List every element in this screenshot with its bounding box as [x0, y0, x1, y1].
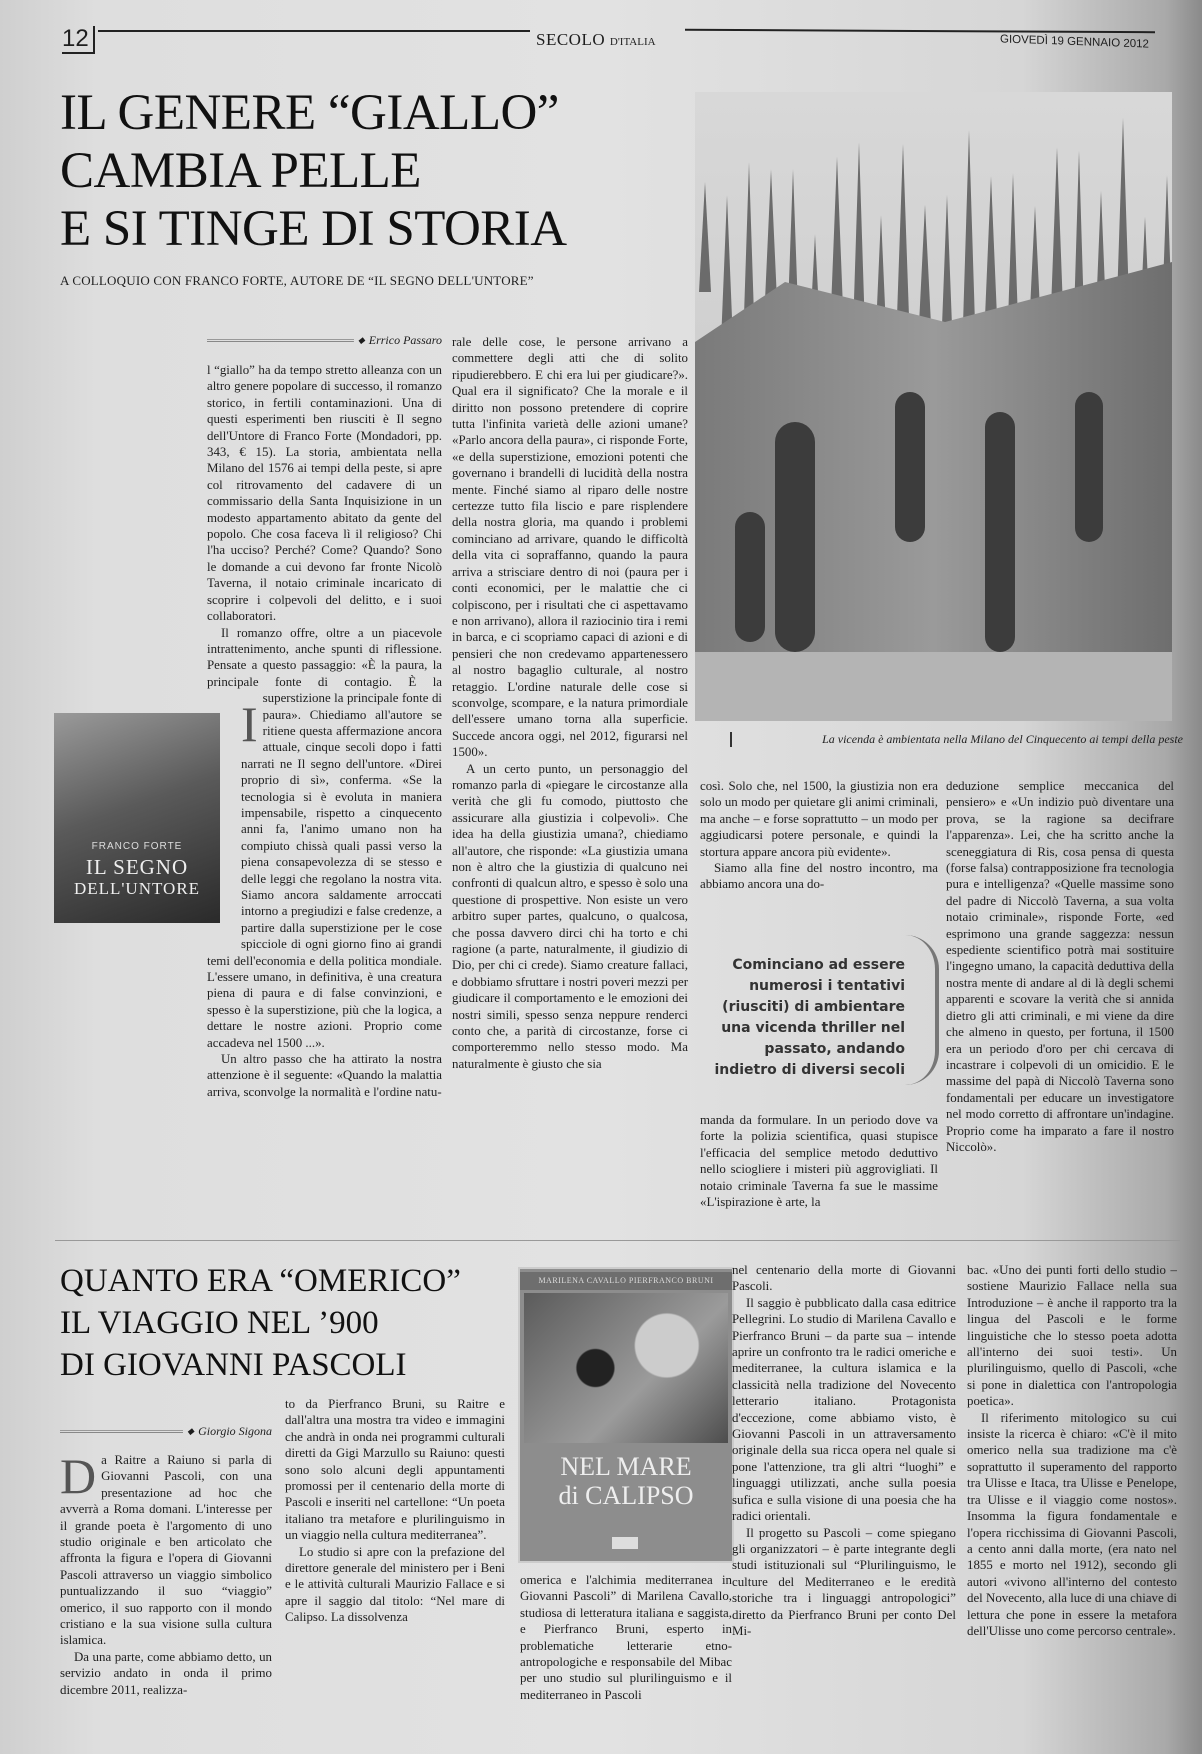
- paragraph: Il progetto su Pascoli – come spiegano gli organizzatori – è parte integrante degli studi istituzionali sul “Plurilinguismo, le culture del Mediterraneo e le eredità storiche tra i linguaggi antropologici” diretto da Pierfranco Bruni per conto Del Mi-: [732, 1525, 956, 1638]
- paragraph: Il riferimento mitologico su cui insiste la ricerca è chiaro: «C'è il mito omerico nella sua tradizione ma c'è soprattutto il superamento del rapporto tra Ulisse e Itaca, tra Ulisse e Penelope, tra Ulisse e il viaggio come nostos». Insomma la figura fondamentale e l'opera ricchissima di Giovanni Pascoli, a cento anni dalla morte, (era nato nel 1855 e morto nel 1912), secondo gli autori «vivono all'interno del contesto del Novecento, alla luce di una chiave di lettura che pone in essere la metafora dell'Ulisse uno come percorso centrale».: [967, 1410, 1177, 1638]
- pull-quote: Cominciano ad essere numerosi i tentativi (riusciti) di ambientare una vicenda thriller nel passato, andando indietro di diversi secoli: [714, 957, 905, 1078]
- publisher-logo-icon: [612, 1537, 638, 1549]
- book-title: di CALIPSO: [558, 1481, 694, 1510]
- book-cover-art: [524, 1293, 728, 1443]
- issue-date: GIOVEDÌ 19 GENNAIO 2012: [1000, 33, 1149, 51]
- article1-column-2: [452, 334, 688, 1230]
- paragraph: Da una parte, come abbiamo detto, un servizio andato in onda il primo dicembre 2011, realizza-: [60, 1649, 272, 1697]
- book-cover-il-segno-dell-untore: [54, 713, 220, 923]
- paragraph: Siamo alla fine del nostro incontro, ma abbiamo ancora una do-: [700, 861, 938, 892]
- article1-column-1: [207, 362, 442, 1230]
- paragraph: omerica e l'alchimia mediterranea in Giovanni Pascoli” di Marilena Cavallo, studiosa di letteratura italiana e saggista, e Pierfranco Bruni, esperto in problematiche letterarie etno-antropologiche e responsabile del Mibac per uno studio sul plurilinguismo e il mediterraneo in Pascoli: [520, 1573, 732, 1702]
- paragraph: Il saggio è pubblicato dalla casa editrice Pellegrini. Lo studio di Marilena Cavallo e Pierfranco Bruni – da parte sua – intende aprire un confronto tra le radici omeriche e mediterranee, la cultura islamica e la classicità nella tradizione del Novecento letterario italiano. Protagonista d'eccezione, come abbiamo visto, è Giovanni Pascoli in un attraversamento originale della sua ricca opera nel quale si pone l'attenzione, tra gli altri “luoghi” e linguaggi utilizzati, anche sulla poesia sufica e sulla visione di una poesia che ha radici orientali.: [732, 1295, 956, 1524]
- article2-column-4: [967, 1262, 1177, 1742]
- book-cover-nel-mare-di-calipso: [518, 1267, 734, 1563]
- book-title: DELL'UNTORE: [73, 879, 201, 898]
- drop-cap: D: [60, 1452, 97, 1504]
- article2-under-book: [520, 1572, 732, 1732]
- article2-headline: [60, 1260, 480, 1386]
- paragraph: deduzione semplice meccanica del pensiero» e «Un indizio può diventare una prova, se la ragione sa decifrare l'apparenza». Lei, che ha scritto anche la sceneggiatura di Ris, cosa pensa di questa (forse falsa) contrapposizione fra tecnologia pura e intelligenza? «Quelle massime sono del padre di Niccolò Taverna, a sua volta notaio criminale», risponde Forte, «ed esprimono una grande saggezza: nessun espediente scientifico potrà mai sostituire l'ingegno umano, la capacità deduttiva della nostra mente di andare al di là degli schemi apparenti e scovare la verità che si annida dietro gli atti criminali, e mi viene da dire che almeno in questo, per fortuna, il 1500 era un periodo d'oro per chi cercava di incastrare i colpevoli di un omicidio. E le massime del papà di Niccolò Taverna sono fondamentali per educare un investigatore nel modo corretto di affrontare un'indagine. Proprio come ha imparato a fare il nostro Niccolò».: [946, 779, 1174, 1154]
- paragraph: Lo studio si apre con la prefazione del direttore generale del ministero per i Beni e le attività culturali Maurizio Fallace e si apre il saggio dal titolo: “Nel mare di Calipso. La dissolvenza: [285, 1544, 505, 1625]
- pull-quote-bracket: [905, 935, 939, 1085]
- masthead-suffix: D'ITALIA: [609, 36, 656, 48]
- article1-headline: [60, 84, 700, 258]
- diamond-icon: ◆: [357, 335, 365, 345]
- headline-line: IL VIAGGIO NEL ’900: [60, 1305, 379, 1341]
- article2-column-2: [285, 1396, 505, 1732]
- article2-byline: [60, 1424, 272, 1439]
- book-title: IL SEGNO: [85, 855, 189, 879]
- byline-author: Giorgio Sigona: [198, 1424, 272, 1438]
- milan-cathedral-photo: [695, 92, 1172, 721]
- paragraph: a Raitre a Raiuno si parla di Giovanni Pascoli, con una presentazione ad hoc che avverrà a Roma domani. L'interesse per il grande poeta è l'argomento di uno studio originale e ben articolato che affronta la figura e l'opera di Giovanni Pascoli attraverso un viaggio simbolico puntualizzando il suo “viaggio” omerico, il suo rapporto con il mondo cristiano e la sua visione sulla cultura islamica.: [60, 1453, 272, 1648]
- article1-column-3-bottom: [700, 1112, 938, 1230]
- headline-line: QUANTO ERA “OMERICO”: [60, 1263, 461, 1299]
- paragraph: rale delle cose, le persone arrivano a commettere degli atti che di solito ripudierebbero. E chi era lui per giudicare?». Qual era il significato? Che la morale e il diritto non possono pretendere di coprire tutta l'infinita varietà delle azioni umane? «Parlo ancora della paura», ci risponde Forte, «e della superstizione, emozioni potenti che governano i brandelli di lucidità della nostra mente. Finché siamo al riparo delle nostre certezze tutto fila liscio e pare risplendere della nostra gloria, ma quando i problemi cominciano ad arrivare, quando le difficoltà della vita ci sopraffanno, quando la paura arriva a strisciare dentro di noi (paura per i conti economici, per le malattie che ci colpiscono, per i risultati che ci aspettavamo e non arrivano), allora il raziocinio tira i remi in barca, e ci scopriamo capaci di azioni e di pensieri che non credevamo appartenessero al nostro bagaglio culturale, al nostro retaggio. L'ordine naturale delle cose si sconvolge, scompare, e la natura primordiale dell'essere umano torna alla superficie. Succede ancora oggi, nel 2012, figurarsi nel 1500».: [452, 335, 688, 760]
- cathedral-window: [985, 412, 1015, 652]
- cathedral-window: [1075, 392, 1103, 542]
- byline-rule: [207, 339, 354, 342]
- headline-line: IL GENERE “GIALLO”: [60, 85, 559, 141]
- paragraph: to da Pierfranco Bruni, su Raitre e dall'altra una mostra tra video e immagini che andrà in onda nei programmi culturali diretti da Gigi Marzullo su Raiuno: questi sono solo alcuni degli appuntamenti promossi per il centenario della morte di Pascoli e inseriti nel cartellone: “Un poeta italiano tra metafore e plurilinguismo in un viaggio nella cultura mediterranea”.: [285, 1397, 505, 1543]
- drop-cap: I: [241, 696, 258, 752]
- paragraph: manda da formulare. In un periodo dove va forte la polizia scientifica, quasi stupisce l'efficacia del semplice metodo deduttivo nello sciogliere i misteri più aggrovigliati. Il notaio criminale Taverna fa sue le massime «L'ispirazione è arte, la: [700, 1113, 938, 1210]
- paragraph: nel centenario della morte di Giovanni Pascoli.: [732, 1263, 956, 1294]
- header-rule-right: [685, 29, 1155, 33]
- article1-byline: [207, 333, 442, 348]
- paragraph: bac. «Uno dei punti forti dello studio – sostiene Maurizio Fallace nella sua Introduzione – è anche il rapporto tra la lingua del Pascoli e le forme linguistiche che lo stesso poeta adotta all'interno dei suoi testi». Un plurilinguismo, quello di Pascoli, «che si pone in dialettica con l'antropologia poetica».: [967, 1263, 1177, 1409]
- cathedral-image: [695, 92, 1172, 721]
- headline-line: DI GIOVANNI PASCOLI: [60, 1347, 407, 1383]
- paragraph: Un altro passo che ha attirato la nostra attenzione è il seguente: «Quando la malattia arriva, sconvolge la normalità e l'ordine natu-: [207, 1052, 442, 1099]
- book-title: NEL MARE: [560, 1452, 692, 1481]
- article1-column-3-top: [700, 778, 938, 928]
- cathedral-window: [735, 512, 765, 642]
- paragraph: l “giallo” ha da tempo stretto alleanza con un altro genere popolare di successo, il romanzo storico, in fertili contaminazioni. Una di questi esperimenti ben riusciti è Il segno dell'Untore di Franco Forte (Mondadori, pp. 343, € 15). La storia, ambientata nella Milano del 1576 ai tempi della peste, si apre col ritrovamento del cadavere di un commissario della Santa Inquisizione in un modesto appartamento abitato da gente del popolo. Che cosa faceva lì il religioso? Chi l'ha ucciso? Perché? Come? Quando? Sono le domande a cui devono far fronte Nicolò Taverna, il notaio criminale incaricato di scoprire i colpevoli del delitto, e i suoi collaboratori.: [207, 363, 442, 624]
- cathedral-window: [775, 422, 815, 652]
- page-number: 12: [62, 26, 95, 54]
- article2-column-1: [60, 1452, 272, 1732]
- headline-line: E SI TINGE DI STORIA: [60, 201, 567, 257]
- paragraph: A un certo punto, un personaggio del romanzo parla di «piegare le circostanze alla verità che gli fu comodo, piuttosto che assicurare alla giustizia i colpevoli». Che idea ha della giustizia umana?, chiediamo all'autore, che risponde: «La giustizia umana non è altro che la giustizia di qualcuno nei confronti di qualcun altro, e spesso è solo una questione di prospettive. Non esiste un vero arbitro super partes, qualcuno, o qualcosa, che possa davvero dirci chi ha torto e chi ragione (a parte, naturalmente, il giudizio di Dio, per chi ci crede). Siamo creature fallaci, e dobbiamo sfruttare i nostri poveri mezzi per giudicare il comportamento e le emozioni dei nostri simili, spesso senza neppure renderci conto che, a parità di circostanze, forse ci comporteremmo nello stesso modo. Ma naturalmente è giusto che sia: [452, 761, 688, 1071]
- masthead-name: SECOLO: [536, 30, 606, 49]
- article1-column-4: [946, 778, 1174, 1233]
- article-divider: [55, 1240, 1180, 1241]
- header-rule-left: [98, 30, 530, 32]
- photo-caption: La vicenda è ambientata nella Milano del Cinquecento ai tempi della peste: [730, 732, 1183, 747]
- masthead: [536, 30, 656, 50]
- diamond-icon: ◆: [187, 1426, 195, 1436]
- book-authors: MARILENA CAVALLO PIERFRANCO BRUNI: [520, 1272, 732, 1290]
- paragraph: così. Solo che, nel 1500, la giustizia non era solo un modo per quietare gli animi criminali, ma anche – e forse soprattutto – un modo per aggiudicarsi potere personale, e quindi la stortura appare ancora più evidente».: [700, 779, 938, 859]
- book-author: FRANCO FORTE: [91, 841, 183, 852]
- article2-column-3: [732, 1262, 956, 1730]
- article1-subtitle: A COLLOQUIO CON FRANCO FORTE, AUTORE DE “IL SEGNO DELL'UNTORE”: [60, 273, 534, 288]
- byline-author: Errico Passaro: [368, 333, 442, 347]
- cathedral-window: [895, 392, 925, 542]
- paragraph: Il romanzo offre, oltre a un piacevole intrattenimento, anche spunti di riflessione. Pensate a questo passaggio: «È la paura, la principale fonte di contagio. È la superstizione la principale fonte di paura». Chiediamo all'autore se ritiene questa affermazione ancora attuale, cinque secoli dopo i fatti narrati ne Il segno dell'untore. «Direi proprio di sì», conferma. «Se la tecnologia si è evoluta in maniera impensabile, rispetto a cinquecento anni fa, l'animo umano non ha compiuto chissà quali passi verso la piena consapevolezza di se stesso e delle leggi che regolano la nostra vita. Siamo ancora saldamente arroccati intorno a pregiudizi e false credenze, a partire dalla superstizione per le cose spicciole di ogni giorno fino ai grandi temi dell'economia e della politica mondiale. L'essere umano, in definitiva, è una creatura piena di paura e di false convinzioni, e spesso è la superstizione, più che la logica, a dettare le nostre azioni. Proprio come accadeva nel 1500 ...».: [207, 625, 442, 1050]
- headline-line: CAMBIA PELLE: [60, 143, 421, 199]
- byline-rule: [60, 1430, 183, 1433]
